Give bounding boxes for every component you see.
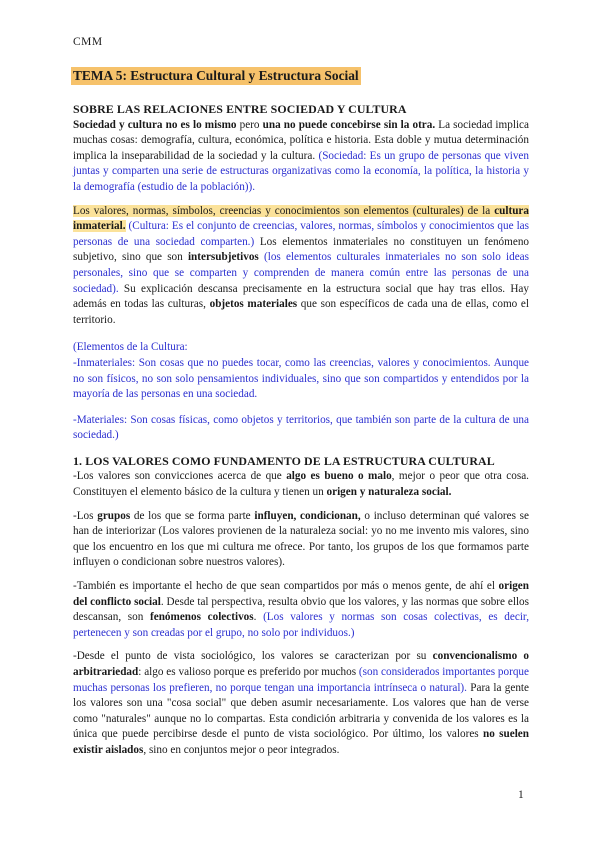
bold-text: origen y naturaleza social. — [326, 486, 452, 499]
text-run: que son específicos de cada una de ellas, como el territorio. — [73, 298, 529, 326]
paragraph-conflicto-social — [73, 579, 529, 641]
blue-note: (son considerados importantes porque muchas personas los prefieren, no porque tengan una importancia intrínseca o natural). — [73, 666, 529, 694]
text-run: La sociedad implica muchas cosas: demografía, cultura, económica, política e historia. Esta doble y mutua determinación implica la inseparabilidad de la sociedad y la cultura. — [73, 118, 529, 162]
blue-note: (Los valores y normas son cosas colectivas, es decir, pertenecen y son creadas por el grupo, no solo por individuos.) — [73, 611, 530, 639]
bold-text: algo es bueno o malo — [286, 470, 392, 483]
text-run: . Desde tal perspectiva, resulta obvio que los valores, y las normas que sobre ellos descansan, son — [73, 595, 529, 624]
page-number: 1 — [518, 789, 524, 801]
text-run: -Los valores son convicciones acerca de que — [73, 470, 287, 483]
document-title: TEMA 5: Estructura Cultural y Estructura Social — [73, 68, 359, 83]
section-heading-intro: SOBRE LAS RELACIONES ENTRE SOCIEDAD Y CULTURA — [73, 102, 407, 116]
bold-text: grupos — [97, 509, 131, 522]
document-body — [73, 68, 529, 759]
text-run: Los elementos inmateriales no constituyen un fenómeno subjetivo, sino que son — [73, 235, 530, 264]
blue-note: (Sociedad: Es un grupo de personas que viven juntas y comparten una serie de estructuras organizativas como la economía, la política, la historia y la demografía (estudio de la población)). — [73, 149, 529, 193]
bold-text: influyen, condicionan, — [254, 509, 361, 522]
elements-materiales: -Materiales: Son cosas físicas, como objetos y territorios, que también son parte de la cultura de una sociedad.) — [73, 413, 529, 442]
text-run: : algo es valioso porque es preferido por muchos — [138, 666, 359, 678]
text-run: de los que se forma parte — [130, 509, 255, 522]
text-run: o incluso determinan qué valores se han de interiorizar (Los valores provienen de la naturaleza social: yo no me invento mis valores, sino que los encuentro en los que mi cultura me ofrece. Por tanto, los grupos de los que formamos parte influyen o condicionan sobre nuestros valores). — [73, 509, 529, 569]
text-run: -También es importante el hecho de que sean compartidos por más o menos gente, de ahí el — [73, 580, 499, 593]
section-heading-valores: 1. LOS VALORES COMO FUNDAMENTO DE LA ESTRUCTURA CULTURAL — [73, 453, 495, 468]
blue-note: (Cultura: Es el conjunto de creencias, valores, normas, símbolos y conocimientos que las personas de una sociedad comparten.) — [73, 220, 529, 248]
text-run: Para la gente los valores son una "cosa social" que deben asumir necesariamente. Los valores que han de verse como "naturales" aunque no lo compartas. Esta condición arbitraria y convenida de los valores es la única que puede percibirse desde el punto de vista sociológico. Por último, los valores — [73, 681, 529, 741]
text-run: , mejor o peor que otra cosa. Constituyen el elemento básico de la cultura y tienen un — [73, 470, 529, 499]
elements-inmateriales: -Inmateriales: Son cosas que no puedes tocar, como las creencias, valores y conocimientos. Aunque no son físicos, no son solo pensamientos individuales, sino que son compartidos y entendidos por la mayoría de las personas en una sociedad. — [73, 356, 529, 401]
bold-text: fenómenos colectivos — [150, 611, 254, 624]
blue-note: (los elementos culturales inmateriales no son solo ideas personales, sino que se comparten y comprenden de manera común entre las personas de una sociedad). — [73, 251, 529, 295]
page-header-initials: CMM — [73, 36, 103, 48]
text-run: -Desde el punto de vista sociológico, los valores se caracterizan por su — [73, 650, 433, 663]
elements-heading: (Elementos de la Cultura: — [73, 341, 188, 354]
paragraph-grupos — [73, 509, 529, 571]
highlighted-bold-text: cultura inmaterial. — [73, 204, 529, 233]
paragraph-cultura-inmaterial — [73, 204, 529, 329]
bold-text: origen del conflicto social — [73, 580, 529, 608]
text-run: pero — [236, 118, 263, 131]
bold-text: convencionalismo o arbitrariedad — [73, 650, 529, 678]
bold-text: no suelen existir aislados — [73, 728, 529, 756]
text-run: -Los — [73, 509, 98, 522]
bold-text: Sociedad y cultura no es lo mismo — [73, 118, 237, 131]
text-run: Su explicación descansa precisamente en la estructura social que hay tras ellos. Hay además en todas las culturas, — [73, 282, 529, 311]
bold-text: una no puede concebirse sin la otra. — [262, 118, 436, 131]
paragraph-valores-convicciones — [73, 469, 529, 500]
bold-text: objetos materiales — [209, 298, 298, 311]
paragraph-convencionalismo — [73, 649, 529, 758]
text-run: . — [253, 611, 264, 624]
bold-text: intersubjetivos — [187, 251, 259, 264]
highlighted-text: Los valores, normas, símbolos, creencias y conocimientos son elementos (culturales) de la — [73, 204, 495, 217]
text-run: , sino en conjuntos mejor o peor integrados. — [143, 743, 340, 756]
paragraph-sociedad-cultura — [73, 118, 529, 196]
